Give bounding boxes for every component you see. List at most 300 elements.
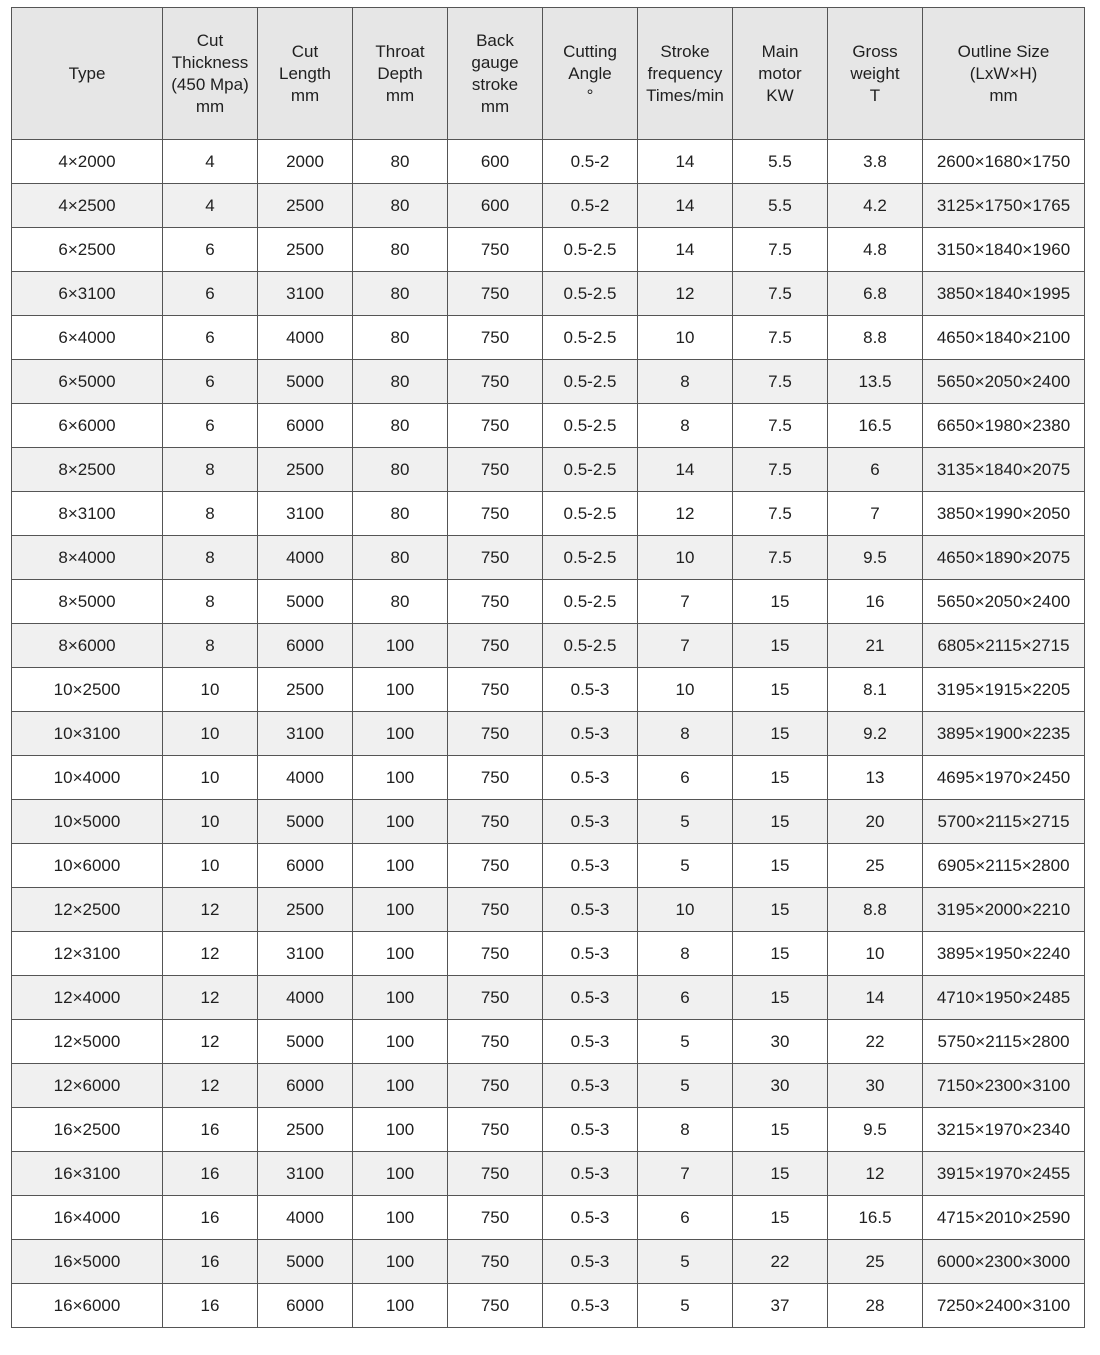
- table-cell: 25: [828, 1240, 923, 1284]
- type-cell: 16×6000: [12, 1284, 163, 1328]
- table-cell: 600: [448, 140, 543, 184]
- table-cell: 750: [448, 272, 543, 316]
- column-header-line: frequency: [647, 63, 723, 83]
- type-cell: 6×5000: [12, 360, 163, 404]
- table-cell: 0.5-3: [543, 1284, 638, 1328]
- table-cell: 6: [163, 228, 258, 272]
- table-cell: 8.8: [828, 316, 923, 360]
- table-cell: 12: [638, 272, 733, 316]
- table-cell: 3850×1840×1995: [923, 272, 1085, 316]
- table-cell: 7: [638, 1152, 733, 1196]
- table-cell: 3100: [258, 492, 353, 536]
- table-row: [12, 624, 1085, 668]
- table-cell: 5000: [258, 1240, 353, 1284]
- table-cell: 80: [353, 404, 448, 448]
- table-cell: 80: [353, 184, 448, 228]
- column-header-line: Depth: [377, 63, 423, 83]
- type-cell: 10×5000: [12, 800, 163, 844]
- table-cell: 15: [733, 800, 828, 844]
- column-header-line: Times/min: [646, 85, 724, 105]
- table-cell: 750: [448, 1064, 543, 1108]
- table-cell: 3150×1840×1960: [923, 228, 1085, 272]
- table-cell: 14: [638, 140, 733, 184]
- type-cell: 6×3100: [12, 272, 163, 316]
- column-header: [733, 8, 828, 140]
- table-cell: 3135×1840×2075: [923, 448, 1085, 492]
- table-row: [12, 800, 1085, 844]
- table-row: [12, 272, 1085, 316]
- table-cell: 2600×1680×1750: [923, 140, 1085, 184]
- table-row: [12, 1240, 1085, 1284]
- table-row: [12, 492, 1085, 536]
- table-cell: 6: [163, 360, 258, 404]
- table-cell: 80: [353, 492, 448, 536]
- table-cell: 3915×1970×2455: [923, 1152, 1085, 1196]
- column-header-line: Back: [476, 30, 514, 50]
- spec-table: [11, 7, 1085, 1328]
- table-cell: 15: [733, 932, 828, 976]
- table-cell: 16: [163, 1284, 258, 1328]
- table-cell: 7.5: [733, 404, 828, 448]
- type-cell: 6×4000: [12, 316, 163, 360]
- table-cell: 10: [828, 932, 923, 976]
- type-cell: 4×2000: [12, 140, 163, 184]
- column-header-line: Cut: [291, 41, 319, 61]
- type-cell: 10×4000: [12, 756, 163, 800]
- table-cell: 0.5-3: [543, 1064, 638, 1108]
- table-cell: 0.5-2.5: [543, 580, 638, 624]
- table-cell: 5000: [258, 580, 353, 624]
- type-cell: 8×4000: [12, 536, 163, 580]
- table-cell: 12: [828, 1152, 923, 1196]
- table-cell: 14: [638, 228, 733, 272]
- table-row: [12, 360, 1085, 404]
- table-cell: 100: [353, 844, 448, 888]
- column-header-line: Stroke: [660, 41, 710, 61]
- table-cell: 5.5: [733, 140, 828, 184]
- table-cell: 7: [638, 580, 733, 624]
- column-header: [258, 8, 353, 140]
- table-cell: 0.5-2.5: [543, 448, 638, 492]
- column-header: [828, 8, 923, 140]
- table-row: [12, 184, 1085, 228]
- type-cell: 12×3100: [12, 932, 163, 976]
- table-cell: 750: [448, 536, 543, 580]
- table-cell: 80: [353, 360, 448, 404]
- table-row: [12, 976, 1085, 1020]
- header-row: [12, 8, 1085, 140]
- table-cell: 0.5-2.5: [543, 272, 638, 316]
- table-cell: 2500: [258, 448, 353, 492]
- table-cell: 0.5-3: [543, 800, 638, 844]
- table-cell: 750: [448, 316, 543, 360]
- table-cell: 6: [638, 756, 733, 800]
- table-cell: 37: [733, 1284, 828, 1328]
- table-cell: 4.2: [828, 184, 923, 228]
- table-cell: 5: [638, 1020, 733, 1064]
- table-cell: 3100: [258, 1152, 353, 1196]
- table-cell: 2000: [258, 140, 353, 184]
- table-cell: 7.5: [733, 228, 828, 272]
- type-cell: 16×3100: [12, 1152, 163, 1196]
- column-header-line: (450 Mpa): [171, 74, 249, 94]
- table-cell: 15: [733, 756, 828, 800]
- table-cell: 4: [163, 184, 258, 228]
- table-cell: 5750×2115×2800: [923, 1020, 1085, 1064]
- table-cell: 5: [638, 1240, 733, 1284]
- table-cell: 7: [828, 492, 923, 536]
- table-row: [12, 1020, 1085, 1064]
- table-cell: 100: [353, 1196, 448, 1240]
- table-row: [12, 1196, 1085, 1240]
- table-cell: 750: [448, 228, 543, 272]
- table-cell: 8.8: [828, 888, 923, 932]
- type-cell: 8×6000: [12, 624, 163, 668]
- table-cell: 5: [638, 1284, 733, 1328]
- table-cell: 15: [733, 580, 828, 624]
- table-cell: 6000: [258, 844, 353, 888]
- table-cell: 750: [448, 624, 543, 668]
- table-cell: 22: [828, 1020, 923, 1064]
- table-cell: 12: [163, 932, 258, 976]
- table-cell: 750: [448, 668, 543, 712]
- table-cell: 8: [163, 448, 258, 492]
- table-cell: 100: [353, 976, 448, 1020]
- table-cell: 100: [353, 1240, 448, 1284]
- column-header-line: Gross: [852, 41, 898, 61]
- table-cell: 4650×1890×2075: [923, 536, 1085, 580]
- table-cell: 2500: [258, 184, 353, 228]
- table-cell: 16: [828, 580, 923, 624]
- table-cell: 6000: [258, 624, 353, 668]
- table-row: [12, 228, 1085, 272]
- table-cell: 100: [353, 1152, 448, 1196]
- table-row: [12, 712, 1085, 756]
- table-cell: 7.5: [733, 492, 828, 536]
- table-cell: 3195×2000×2210: [923, 888, 1085, 932]
- table-cell: 100: [353, 1064, 448, 1108]
- table-cell: 5: [638, 800, 733, 844]
- table-row: [12, 932, 1085, 976]
- table-cell: 30: [828, 1064, 923, 1108]
- table-cell: 13.5: [828, 360, 923, 404]
- column-header-line: Thickness: [171, 52, 249, 72]
- table-cell: 15: [733, 668, 828, 712]
- table-cell: 7150×2300×3100: [923, 1064, 1085, 1108]
- table-cell: 100: [353, 1108, 448, 1152]
- table-body: [12, 140, 1085, 1328]
- table-cell: 6: [638, 1196, 733, 1240]
- table-header: [12, 8, 1085, 140]
- table-cell: 16.5: [828, 1196, 923, 1240]
- table-cell: 8.1: [828, 668, 923, 712]
- table-cell: 2500: [258, 888, 353, 932]
- table-cell: 80: [353, 448, 448, 492]
- table-cell: 0.5-2.5: [543, 360, 638, 404]
- table-cell: 10: [638, 316, 733, 360]
- table-cell: 0.5-3: [543, 932, 638, 976]
- table-cell: 22: [733, 1240, 828, 1284]
- type-cell: 8×5000: [12, 580, 163, 624]
- table-cell: 4695×1970×2450: [923, 756, 1085, 800]
- table-cell: 8: [638, 1108, 733, 1152]
- type-cell: 16×4000: [12, 1196, 163, 1240]
- table-cell: 10: [163, 712, 258, 756]
- column-header-line: mm: [989, 85, 1018, 105]
- table-cell: 9.5: [828, 1108, 923, 1152]
- table-cell: 5000: [258, 360, 353, 404]
- table-cell: 0.5-3: [543, 1152, 638, 1196]
- table-cell: 4000: [258, 1196, 353, 1240]
- table-cell: 0.5-2.5: [543, 404, 638, 448]
- column-header-line: Cutting: [563, 41, 617, 61]
- table-cell: 0.5-2.5: [543, 228, 638, 272]
- table-cell: 12: [163, 888, 258, 932]
- column-header-line: mm: [290, 85, 320, 105]
- column-header-line: gauge: [471, 52, 519, 72]
- column-header: [448, 8, 543, 140]
- table-cell: 0.5-3: [543, 1020, 638, 1064]
- column-header-line: Type: [68, 63, 106, 83]
- spec-table-container: [11, 7, 1085, 1328]
- column-header-line: Throat: [375, 41, 425, 61]
- column-header: [12, 8, 163, 140]
- table-cell: 750: [448, 712, 543, 756]
- table-cell: 0.5-3: [543, 976, 638, 1020]
- table-cell: 100: [353, 668, 448, 712]
- table-cell: 15: [733, 712, 828, 756]
- table-cell: 6: [638, 976, 733, 1020]
- table-cell: 20: [828, 800, 923, 844]
- table-cell: 3895×1950×2240: [923, 932, 1085, 976]
- table-cell: 6805×2115×2715: [923, 624, 1085, 668]
- table-cell: 5700×2115×2715: [923, 800, 1085, 844]
- type-cell: 10×2500: [12, 668, 163, 712]
- table-cell: 14: [828, 976, 923, 1020]
- table-cell: 5650×2050×2400: [923, 580, 1085, 624]
- table-cell: 8: [163, 536, 258, 580]
- table-cell: 2500: [258, 228, 353, 272]
- table-cell: 6000×2300×3000: [923, 1240, 1085, 1284]
- table-cell: 8: [163, 580, 258, 624]
- table-cell: 0.5-3: [543, 1196, 638, 1240]
- table-cell: 14: [638, 184, 733, 228]
- table-cell: 4000: [258, 756, 353, 800]
- table-cell: 6650×1980×2380: [923, 404, 1085, 448]
- table-cell: 7.5: [733, 272, 828, 316]
- column-header-line: Main: [761, 41, 799, 61]
- table-cell: 15: [733, 624, 828, 668]
- table-cell: 3895×1900×2235: [923, 712, 1085, 756]
- column-header-line: mm: [385, 85, 415, 105]
- column-header: [923, 8, 1085, 140]
- table-cell: 80: [353, 140, 448, 184]
- table-cell: 6000: [258, 1064, 353, 1108]
- table-cell: 5000: [258, 800, 353, 844]
- table-cell: 4715×2010×2590: [923, 1196, 1085, 1240]
- table-cell: 80: [353, 580, 448, 624]
- table-cell: 0.5-3: [543, 888, 638, 932]
- table-row: [12, 1064, 1085, 1108]
- column-header: [638, 8, 733, 140]
- column-header-line: KW: [766, 85, 794, 105]
- table-row: [12, 844, 1085, 888]
- table-cell: 8: [163, 492, 258, 536]
- table-cell: 750: [448, 1196, 543, 1240]
- table-cell: 100: [353, 624, 448, 668]
- type-cell: 6×2500: [12, 228, 163, 272]
- table-cell: 0.5-2.5: [543, 624, 638, 668]
- table-cell: 3850×1990×2050: [923, 492, 1085, 536]
- type-cell: 12×6000: [12, 1064, 163, 1108]
- table-cell: 0.5-3: [543, 844, 638, 888]
- table-cell: 12: [163, 976, 258, 1020]
- table-row: [12, 1284, 1085, 1328]
- table-cell: 750: [448, 888, 543, 932]
- table-row: [12, 404, 1085, 448]
- table-cell: 7.5: [733, 316, 828, 360]
- table-cell: 6: [828, 448, 923, 492]
- table-cell: 750: [448, 580, 543, 624]
- table-cell: 750: [448, 360, 543, 404]
- table-cell: 7250×2400×3100: [923, 1284, 1085, 1328]
- table-cell: 15: [733, 976, 828, 1020]
- table-cell: 6: [163, 404, 258, 448]
- table-cell: 16: [163, 1152, 258, 1196]
- table-cell: 10: [163, 844, 258, 888]
- type-cell: 6×6000: [12, 404, 163, 448]
- table-cell: 750: [448, 448, 543, 492]
- table-cell: 16: [163, 1108, 258, 1152]
- table-cell: 0.5-2.5: [543, 316, 638, 360]
- column-header-line: °: [586, 85, 594, 105]
- table-cell: 3100: [258, 712, 353, 756]
- table-cell: 12: [163, 1064, 258, 1108]
- table-cell: 750: [448, 800, 543, 844]
- table-cell: 600: [448, 184, 543, 228]
- table-cell: 0.5-3: [543, 1108, 638, 1152]
- table-cell: 8: [638, 932, 733, 976]
- table-cell: 0.5-2.5: [543, 492, 638, 536]
- table-cell: 750: [448, 1240, 543, 1284]
- table-cell: 2500: [258, 1108, 353, 1152]
- table-cell: 4000: [258, 976, 353, 1020]
- table-cell: 4000: [258, 316, 353, 360]
- type-cell: 16×5000: [12, 1240, 163, 1284]
- type-cell: 10×6000: [12, 844, 163, 888]
- table-cell: 15: [733, 1108, 828, 1152]
- table-cell: 12: [638, 492, 733, 536]
- table-cell: 3195×1915×2205: [923, 668, 1085, 712]
- table-row: [12, 756, 1085, 800]
- table-cell: 750: [448, 1108, 543, 1152]
- table-cell: 10: [163, 800, 258, 844]
- type-cell: 12×5000: [12, 1020, 163, 1064]
- table-row: [12, 316, 1085, 360]
- table-cell: 100: [353, 1020, 448, 1064]
- table-cell: 6905×2115×2800: [923, 844, 1085, 888]
- column-header-line: weight: [850, 63, 900, 83]
- table-cell: 750: [448, 844, 543, 888]
- column-header-line: mm: [480, 96, 510, 116]
- table-row: [12, 668, 1085, 712]
- table-cell: 100: [353, 800, 448, 844]
- table-cell: 750: [448, 1020, 543, 1064]
- table-cell: 13: [828, 756, 923, 800]
- table-cell: 2500: [258, 668, 353, 712]
- table-cell: 100: [353, 888, 448, 932]
- table-cell: 80: [353, 228, 448, 272]
- table-cell: 30: [733, 1020, 828, 1064]
- table-cell: 3100: [258, 932, 353, 976]
- table-cell: 100: [353, 712, 448, 756]
- column-header-line: Outline Size: [957, 41, 1050, 61]
- table-row: [12, 536, 1085, 580]
- column-header-line: Length: [279, 63, 331, 83]
- table-cell: 15: [733, 844, 828, 888]
- table-cell: 750: [448, 404, 543, 448]
- table-cell: 4710×1950×2485: [923, 976, 1085, 1020]
- table-cell: 8: [638, 404, 733, 448]
- table-row: [12, 1108, 1085, 1152]
- table-cell: 10: [638, 536, 733, 580]
- table-cell: 3100: [258, 272, 353, 316]
- table-cell: 7.5: [733, 536, 828, 580]
- table-cell: 100: [353, 1284, 448, 1328]
- table-cell: 750: [448, 1152, 543, 1196]
- type-cell: 8×2500: [12, 448, 163, 492]
- table-cell: 0.5-3: [543, 712, 638, 756]
- table-cell: 8: [638, 360, 733, 404]
- table-row: [12, 580, 1085, 624]
- table-cell: 7.5: [733, 448, 828, 492]
- table-cell: 9.2: [828, 712, 923, 756]
- table-row: [12, 448, 1085, 492]
- table-row: [12, 1152, 1085, 1196]
- column-header: [353, 8, 448, 140]
- table-cell: 80: [353, 272, 448, 316]
- table-cell: 5: [638, 1064, 733, 1108]
- table-cell: 16: [163, 1240, 258, 1284]
- table-cell: 12: [163, 1020, 258, 1064]
- table-cell: 0.5-3: [543, 756, 638, 800]
- table-cell: 15: [733, 1152, 828, 1196]
- table-cell: 0.5-2: [543, 184, 638, 228]
- table-cell: 100: [353, 756, 448, 800]
- table-cell: 3.8: [828, 140, 923, 184]
- table-cell: 5650×2050×2400: [923, 360, 1085, 404]
- table-cell: 6: [163, 272, 258, 316]
- table-cell: 4650×1840×2100: [923, 316, 1085, 360]
- table-cell: 10: [163, 756, 258, 800]
- type-cell: 16×2500: [12, 1108, 163, 1152]
- column-header-line: T: [869, 85, 881, 105]
- table-cell: 80: [353, 536, 448, 580]
- column-header-line: (LxW×H): [969, 63, 1038, 83]
- table-cell: 21: [828, 624, 923, 668]
- table-cell: 10: [163, 668, 258, 712]
- table-cell: 3215×1970×2340: [923, 1108, 1085, 1152]
- table-cell: 0.5-3: [543, 668, 638, 712]
- column-header-line: mm: [195, 96, 225, 116]
- table-cell: 0.5-2.5: [543, 536, 638, 580]
- table-cell: 6000: [258, 404, 353, 448]
- column-header-line: motor: [758, 63, 802, 83]
- table-cell: 28: [828, 1284, 923, 1328]
- table-cell: 3125×1750×1765: [923, 184, 1085, 228]
- table-cell: 6000: [258, 1284, 353, 1328]
- table-cell: 16: [163, 1196, 258, 1240]
